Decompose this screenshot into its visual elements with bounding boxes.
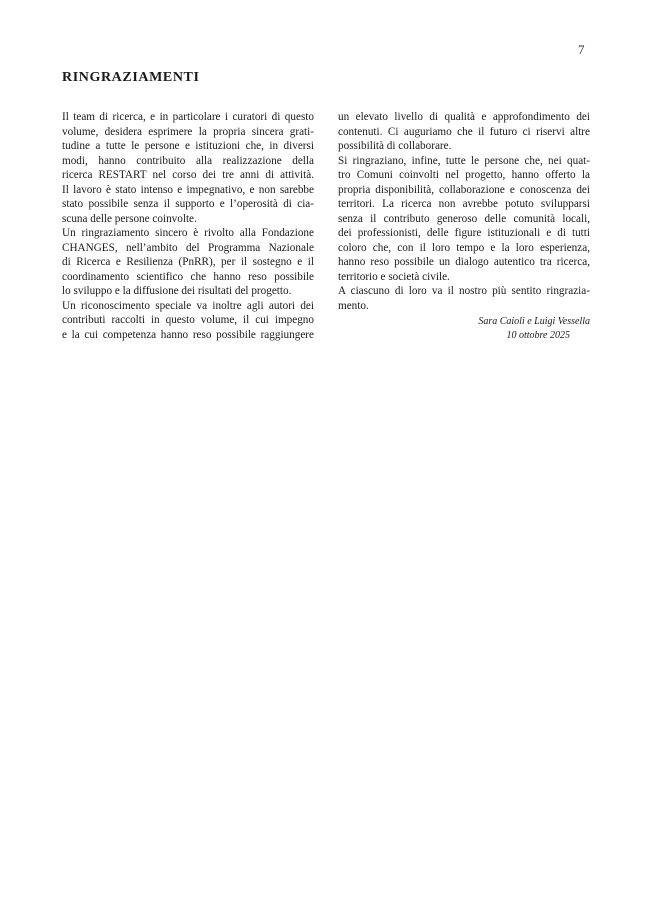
text-line: scuna delle persone coinvolte. [62,212,197,225]
text-line: lo sviluppo e la diffusione dei risultati del progetto. [62,285,292,297]
text-line: territori. La ricerca non avrebbe potuto svilupparsi [338,198,590,210]
text-line: territorio e società civile. [338,270,450,283]
text-line: coordinamento scientifico che hanno reso possibile [62,270,314,283]
text-line: Un ringraziamento sincero è rivolto alla Fondazione [62,227,314,239]
text-line: volume, desidera esprimere la propria sincera grati- [62,125,314,138]
text-line: modi, hanno contribuito alla realizzazione della [62,154,314,167]
text-line: e la cui competenza hanno reso possibile raggiungere [62,328,314,341]
text-line: coloro che, con il loro tempo e la loro esperienza, [338,241,590,254]
text-line: senza il contributo generoso delle comunità locali, [338,212,590,225]
text-line: tro Comuni coinvolti nel progetto, hanno offerto la [338,169,590,181]
signature-date: 10 ottobre 2025 [506,330,570,341]
text-line: Si ringraziano, infine, tutte le persone che, nei quat- [338,154,590,167]
text-line: possibilità di collaborare. [338,140,452,152]
text-line: Il team di ricerca, e in particolare i curatori di questo [62,111,314,123]
text-line: Un riconoscimento speciale va inoltre agli autori dei [62,299,314,312]
page-title: RINGRAZIAMENTI [62,70,200,85]
text-line: dei professionisti, delle figure istituzionali e di tutti [338,227,590,239]
text-line: un elevato livello di qualità e approfondimento dei [338,111,590,123]
text-line: A ciascuno di loro va il nostro più sentito ringrazia- [338,285,590,297]
text-line: contributi raccolti in questo volume, il cui impegno [62,314,314,326]
text-line: mento. [338,299,369,312]
right-text-column [338,110,590,313]
left-text-column [62,110,314,342]
signature-block [338,315,590,343]
text-line: ricerca RESTART nel corso dei tre anni di attività. [62,169,314,181]
text-line: Il lavoro è stato intenso e impegnativo, e non sarebbe [62,183,314,196]
text-line: contenuti. Ci auguriamo che il futuro ci riservi altre [338,125,590,138]
text-line: di Ricerca e Resilienza (PnRR), per il sostegno e il [62,256,314,268]
page-number: 7 [578,42,585,57]
text-line: tudine a tutte le persone e istituzioni che, in diversi [62,140,314,152]
text-line: hanno reso possibile un dialogo autentico tra ricerca, [338,256,590,268]
text-line: stato possibile senza il supporto e l’operosità di cia- [62,198,314,210]
text-line: propria disponibilità, collaborazione e conoscenza dei [338,183,590,196]
signature-authors: Sara Caioli e Luigi Vessella [478,316,590,327]
text-line: CHANGES, nell’ambito del Programma Nazionale [62,241,314,254]
